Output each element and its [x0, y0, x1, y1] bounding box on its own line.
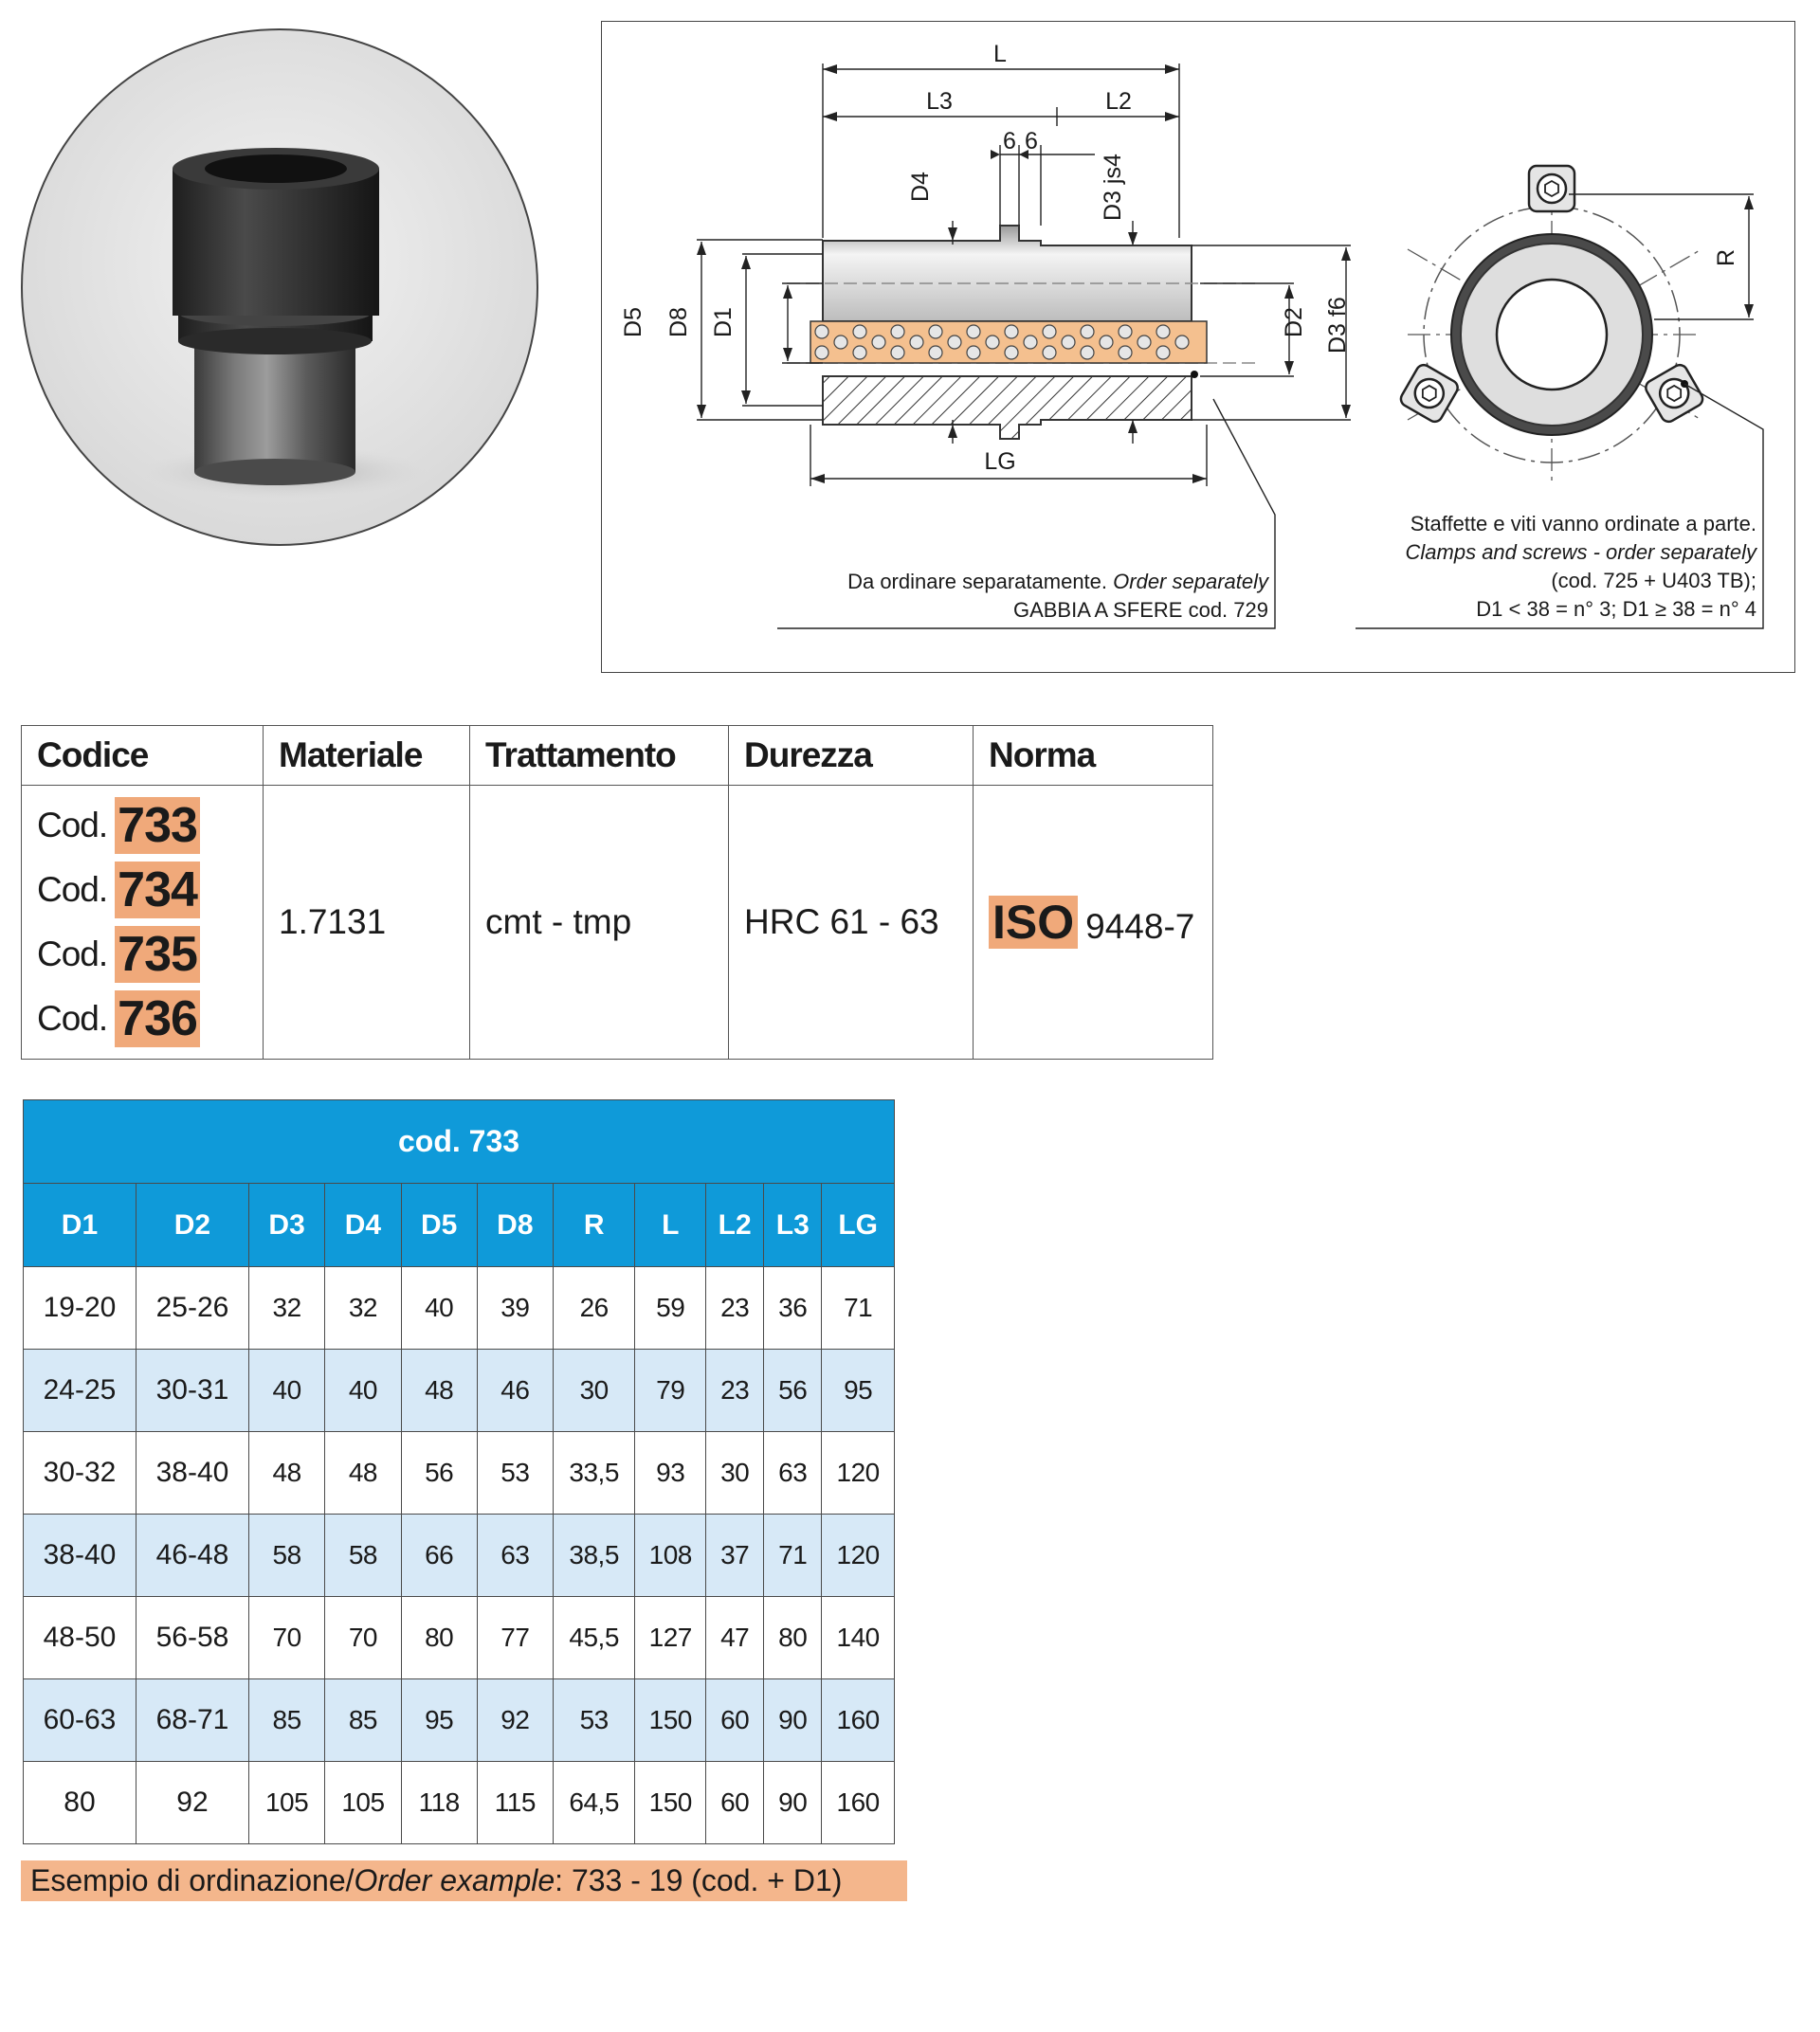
table-cell-lg: 160	[822, 1679, 895, 1762]
dim-L: L	[993, 41, 1007, 67]
table-cell-l2: 47	[706, 1597, 764, 1679]
table-cell-d1: 38-40	[24, 1515, 136, 1597]
table-row	[24, 1679, 895, 1762]
dim-D4: D4	[907, 172, 934, 202]
table-cell-d2: 68-71	[136, 1679, 248, 1762]
code-line	[37, 858, 247, 922]
table-cell-d2: 38-40	[136, 1432, 248, 1515]
cage-note-it: Da ordinare separatamente.	[847, 570, 1114, 593]
table-cell-r: 45,5	[553, 1597, 634, 1679]
dimension-table-title: cod. 733	[24, 1100, 895, 1184]
dimension-table	[23, 1099, 895, 1844]
table-cell-d5: 80	[401, 1597, 477, 1679]
table-cell-d1: 80	[24, 1762, 136, 1844]
table-cell-lg: 120	[822, 1432, 895, 1515]
table-cell-d3: 105	[248, 1762, 324, 1844]
table-cell-d5: 48	[401, 1350, 477, 1432]
table-cell-l2: 60	[706, 1679, 764, 1762]
column-header-r: R	[553, 1184, 634, 1267]
table-cell-r: 64,5	[553, 1762, 634, 1844]
dim-L2: L2	[1105, 88, 1132, 115]
cage-note	[737, 568, 1268, 625]
trattamento-value: cmt - tmp	[470, 786, 729, 1060]
product-photo	[19, 27, 540, 548]
table-cell-l3: 71	[764, 1515, 822, 1597]
spec-table	[21, 725, 1213, 1060]
dim-D3f6: D3 f6	[1324, 297, 1351, 354]
spec-header-materiale: Materiale	[264, 726, 470, 786]
dim-D5: D5	[620, 307, 646, 337]
table-cell-d1: 24-25	[24, 1350, 136, 1432]
code-line	[37, 793, 247, 858]
table-cell-d3: 85	[248, 1679, 324, 1762]
table-cell-l3: 80	[764, 1597, 822, 1679]
code-prefix: Cod.	[37, 934, 108, 973]
table-row	[24, 1762, 895, 1844]
order-example-value: : 733 - 19 (cod. + D1)	[555, 1863, 843, 1897]
table-cell-l3: 63	[764, 1432, 822, 1515]
dim-six-a: 6	[1003, 128, 1016, 154]
table-cell-r: 53	[553, 1679, 634, 1762]
dim-six-b: 6	[1025, 128, 1038, 154]
table-cell-l3: 90	[764, 1679, 822, 1762]
table-cell-d8: 77	[477, 1597, 553, 1679]
table-cell-r: 38,5	[553, 1515, 634, 1597]
code-prefix: Cod.	[37, 870, 108, 909]
table-cell-l: 127	[635, 1597, 706, 1679]
code-prefix: Cod.	[37, 806, 108, 844]
table-cell-d3: 32	[248, 1267, 324, 1350]
dimension-header-row	[24, 1184, 895, 1267]
column-header-d2: D2	[136, 1184, 248, 1267]
materiale-value: 1.7131	[264, 786, 470, 1060]
table-cell-l2: 23	[706, 1267, 764, 1350]
table-cell-l2: 60	[706, 1762, 764, 1844]
table-row	[24, 1432, 895, 1515]
table-cell-d4: 105	[325, 1762, 401, 1844]
spec-header-norma: Norma	[974, 726, 1213, 786]
code-735: 735	[115, 926, 200, 983]
table-cell-d5: 118	[401, 1762, 477, 1844]
order-example	[21, 1860, 907, 1901]
technical-drawing	[601, 21, 1795, 673]
table-cell-d8: 53	[477, 1432, 553, 1515]
table-cell-d5: 56	[401, 1432, 477, 1515]
order-example-en: Order example	[354, 1863, 555, 1897]
dim-D8: D8	[665, 307, 692, 337]
spec-header-durezza: Durezza	[729, 726, 974, 786]
table-cell-l: 150	[635, 1679, 706, 1762]
durezza-value: HRC 61 - 63	[729, 786, 974, 1060]
table-cell-d5: 66	[401, 1515, 477, 1597]
table-cell-d5: 95	[401, 1679, 477, 1762]
spec-data-row	[22, 786, 1213, 1060]
table-cell-d8: 115	[477, 1762, 553, 1844]
table-cell-d1: 19-20	[24, 1267, 136, 1350]
cage-note-code: GABBIA A SFERE cod. 729	[1012, 598, 1268, 622]
dim-D3js4: D3 js4	[1100, 154, 1126, 221]
cage-note-en: Order separately	[1113, 570, 1268, 593]
table-cell-d3: 48	[248, 1432, 324, 1515]
table-cell-d1: 48-50	[24, 1597, 136, 1679]
dim-D2: D2	[1281, 307, 1307, 337]
table-cell-lg: 95	[822, 1350, 895, 1432]
clamps-note-line4: D1 < 38 = n° 3; D1 ≥ 38 = n° 4	[1476, 597, 1756, 621]
code-734: 734	[115, 862, 200, 918]
column-header-lg: LG	[822, 1184, 895, 1267]
table-cell-lg: 160	[822, 1762, 895, 1844]
table-cell-d2: 25-26	[136, 1267, 248, 1350]
table-cell-d1: 30-32	[24, 1432, 136, 1515]
table-cell-d3: 58	[248, 1515, 324, 1597]
dim-R: R	[1713, 248, 1739, 266]
table-cell-d2: 56-58	[136, 1597, 248, 1679]
table-cell-d2: 92	[136, 1762, 248, 1844]
table-row	[24, 1350, 895, 1432]
table-cell-d4: 85	[325, 1679, 401, 1762]
table-cell-d3: 70	[248, 1597, 324, 1679]
column-header-l: L	[635, 1184, 706, 1267]
table-cell-l2: 37	[706, 1515, 764, 1597]
dim-L3: L3	[926, 88, 953, 115]
code-line	[37, 987, 247, 1051]
norma-iso: ISO	[989, 896, 1078, 949]
table-row	[24, 1515, 895, 1597]
dimension-table-body	[24, 1267, 895, 1844]
table-cell-d2: 30-31	[136, 1350, 248, 1432]
table-cell-l: 93	[635, 1432, 706, 1515]
dim-LG: LG	[984, 448, 1016, 475]
table-cell-d2: 46-48	[136, 1515, 248, 1597]
table-cell-d4: 40	[325, 1350, 401, 1432]
table-cell-d4: 48	[325, 1432, 401, 1515]
table-cell-lg: 71	[822, 1267, 895, 1350]
table-cell-r: 26	[553, 1267, 634, 1350]
column-header-d4: D4	[325, 1184, 401, 1267]
column-header-d8: D8	[477, 1184, 553, 1267]
table-cell-lg: 120	[822, 1515, 895, 1597]
dim-D1: D1	[710, 307, 737, 337]
table-cell-l: 150	[635, 1762, 706, 1844]
norma-cell	[974, 786, 1213, 1060]
order-example-it: Esempio di ordinazione/	[30, 1863, 355, 1897]
column-header-d5: D5	[401, 1184, 477, 1267]
column-header-l2: L2	[706, 1184, 764, 1267]
code-line	[37, 922, 247, 987]
spec-codes-cell	[22, 786, 264, 1060]
column-header-l3: L3	[764, 1184, 822, 1267]
table-cell-d4: 58	[325, 1515, 401, 1597]
spec-header-trattamento: Trattamento	[470, 726, 729, 786]
spec-header-row	[22, 726, 1213, 786]
norma-number: 9448-7	[1085, 907, 1195, 946]
table-cell-d4: 32	[325, 1267, 401, 1350]
clamps-note	[1264, 510, 1756, 624]
table-cell-d8: 39	[477, 1267, 553, 1350]
table-cell-lg: 140	[822, 1597, 895, 1679]
clamps-note-line2: Clamps and screws - order separately	[1405, 540, 1756, 564]
clamps-note-line3: (cod. 725 + U403 TB);	[1551, 569, 1756, 592]
table-cell-l2: 30	[706, 1432, 764, 1515]
table-cell-r: 33,5	[553, 1432, 634, 1515]
table-cell-l: 108	[635, 1515, 706, 1597]
code-prefix: Cod.	[37, 999, 108, 1038]
table-cell-l: 59	[635, 1267, 706, 1350]
table-cell-l2: 23	[706, 1350, 764, 1432]
code-736: 736	[115, 990, 200, 1047]
bushing-photo	[19, 27, 540, 548]
table-cell-d3: 40	[248, 1350, 324, 1432]
spec-header-codice: Codice	[22, 726, 264, 786]
clamps-note-line1: Staffette e viti vanno ordinate a parte.	[1410, 512, 1756, 535]
table-cell-d4: 70	[325, 1597, 401, 1679]
column-header-d3: D3	[248, 1184, 324, 1267]
table-cell-d8: 46	[477, 1350, 553, 1432]
table-cell-l3: 90	[764, 1762, 822, 1844]
table-cell-r: 30	[553, 1350, 634, 1432]
table-cell-d8: 63	[477, 1515, 553, 1597]
table-cell-l: 79	[635, 1350, 706, 1432]
table-row	[24, 1597, 895, 1679]
table-cell-l3: 36	[764, 1267, 822, 1350]
table-cell-d1: 60-63	[24, 1679, 136, 1762]
table-cell-d5: 40	[401, 1267, 477, 1350]
column-header-d1: D1	[24, 1184, 136, 1267]
table-row	[24, 1267, 895, 1350]
table-cell-l3: 56	[764, 1350, 822, 1432]
code-733: 733	[115, 797, 200, 854]
table-cell-d8: 92	[477, 1679, 553, 1762]
